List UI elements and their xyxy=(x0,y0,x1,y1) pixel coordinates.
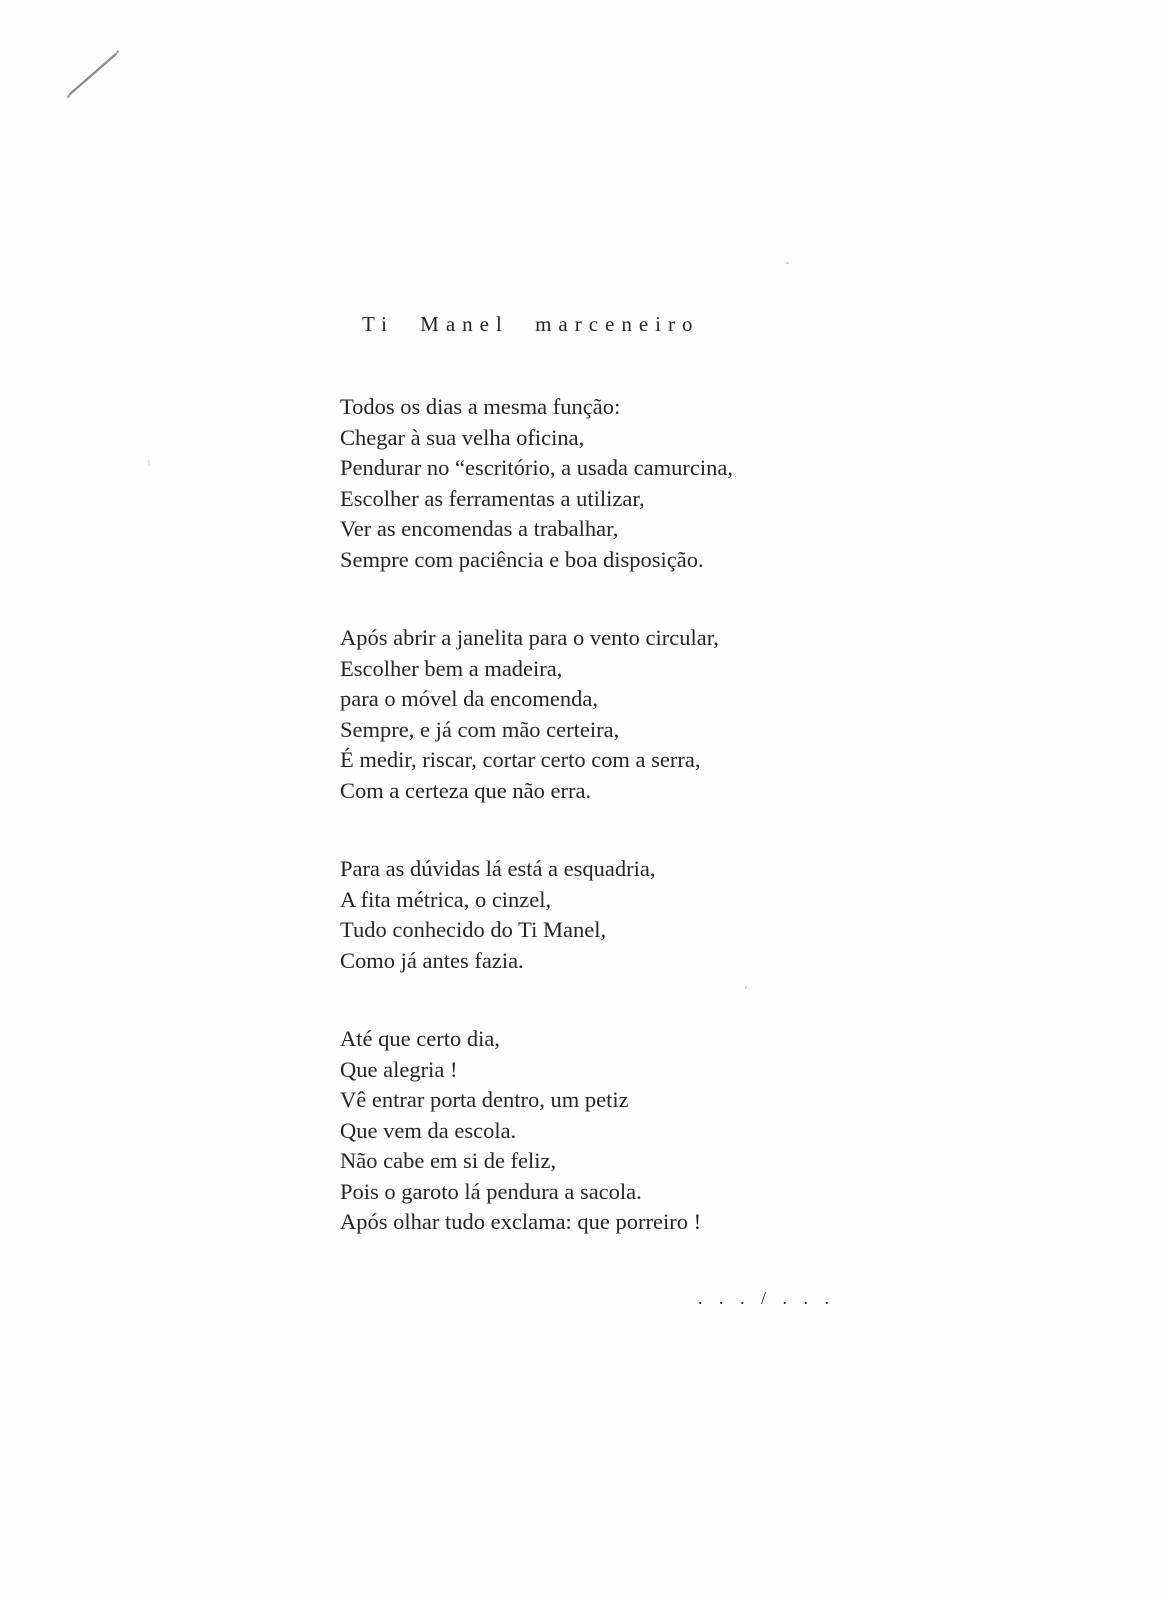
stanza-1 xyxy=(340,392,860,575)
poem-line: Até que certo dia, xyxy=(340,1026,500,1051)
poem-line: A fita métrica, o cinzel, xyxy=(340,886,552,912)
poem-line: Que vem da escola. xyxy=(340,1117,517,1143)
poem-line: Sempre com paciência e boa disposição. xyxy=(340,546,704,572)
poem-line: Pendurar no “escritório, a usada camurcina, xyxy=(340,455,733,480)
poem-line: Escolher as ferramentas a utilizar, xyxy=(340,485,645,511)
stanza-2 xyxy=(340,623,860,806)
poem-line: Tudo conhecido do Ti Manel, xyxy=(340,917,607,942)
stanza-4 xyxy=(340,1024,860,1238)
poem-line: Como já antes fazia. xyxy=(340,947,524,973)
continuation-mark: . . . / . . . xyxy=(698,1288,836,1308)
poem-line: Que alegria ! xyxy=(340,1056,458,1082)
scan-speck xyxy=(786,262,789,264)
stanza-3 xyxy=(340,854,860,976)
poem-body xyxy=(340,392,860,1238)
poem-title: Ti Manel marceneiro xyxy=(362,312,700,336)
poem-line: É medir, riscar, cortar certo com a serra, xyxy=(340,747,701,772)
poem-line: Vê entrar porta dentro, um petiz xyxy=(340,1087,629,1112)
poem-line: Pois o garoto lá pendura a sacola. xyxy=(340,1178,642,1204)
scan-speck xyxy=(148,460,150,466)
poem-line: Com a certeza que não erra. xyxy=(340,777,592,803)
poem-line: Ver as encomendas a trabalhar, xyxy=(340,516,619,541)
poem-line: Chegar à sua velha oficina, xyxy=(340,424,585,450)
poem-line: Para as dúvidas lá está a esquadria, xyxy=(340,856,656,881)
poem-line: Escolher bem a madeira, xyxy=(340,655,563,681)
poem-line: Não cabe em si de feliz, xyxy=(340,1148,557,1173)
poem-line: Sempre, e já com mão certeira, xyxy=(340,716,620,742)
poem-line: Após olhar tudo exclama: que porreiro ! xyxy=(340,1209,702,1234)
poem-line: para o móvel da encomenda, xyxy=(340,686,599,711)
staple-mark-icon xyxy=(60,40,140,110)
poem-line: Todos os dias a mesma função: xyxy=(340,394,621,419)
poem-line: Após abrir a janelita para o vento circular, xyxy=(340,625,719,650)
